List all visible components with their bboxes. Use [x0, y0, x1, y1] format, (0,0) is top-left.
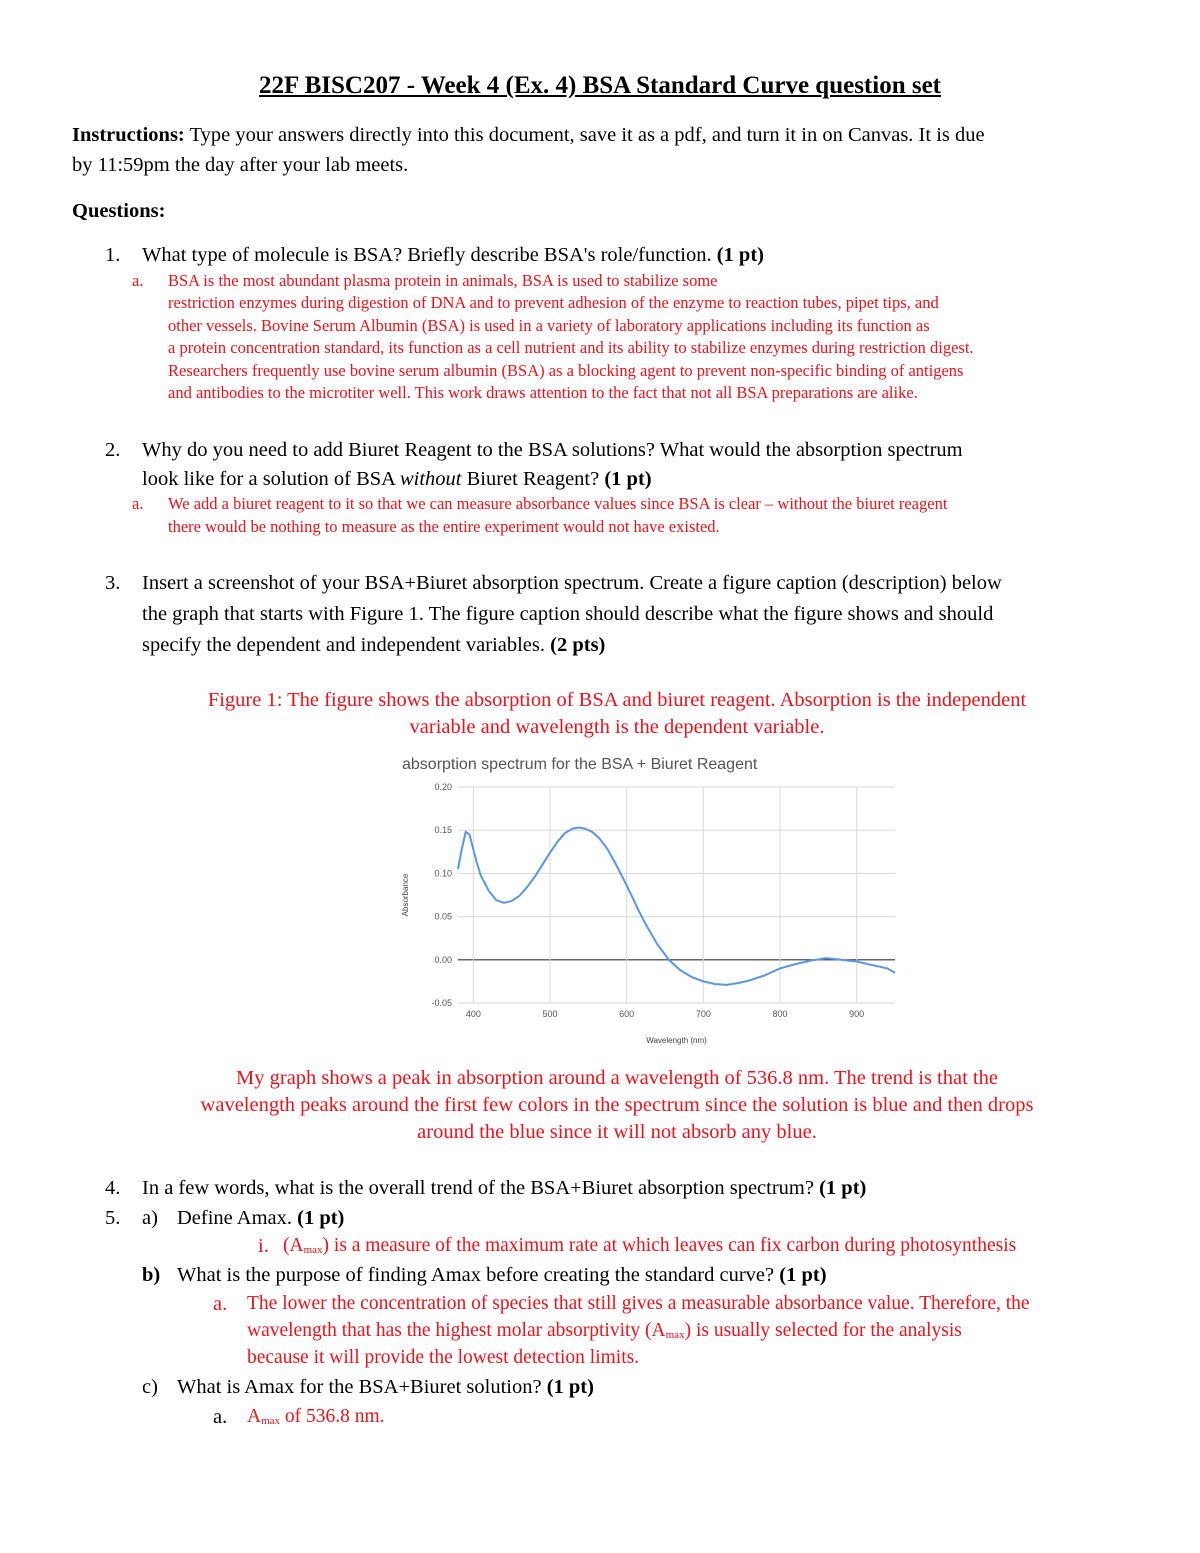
q5b-question: What is the purpose of finding Amax before creating the standard curve? — [177, 1264, 775, 1286]
y-tick-label: 0.10 — [434, 868, 452, 879]
y-tick-label: 0.00 — [434, 954, 452, 965]
chart-title: absorption spectrum for the BSA + Biuret Reagent — [402, 756, 758, 773]
y-tick-label: 0.20 — [434, 782, 452, 792]
q1-answer-line: a protein concentration standard, its function as a cell nutrient and its ability to stabilize enzymes during restriction digest. — [168, 338, 974, 357]
x-axis-label: Wavelength (nm) — [646, 1036, 707, 1045]
instructions-text-1: Type your answers directly into this document, save it as a pdf, and turn it in on Canvas. It is due — [189, 124, 985, 146]
y-tick-label: -0.05 — [431, 998, 452, 1008]
q4-points: (1 pt) — [819, 1177, 867, 1199]
q5b-answer-marker: a. — [213, 1293, 228, 1315]
q5c-answer-text: of 536.8 nm. — [280, 1406, 385, 1427]
q4-question: In a few words, what is the overall trend of the BSA+Biuret absorption spectrum? — [142, 1177, 814, 1199]
instructions-line-1 — [72, 120, 985, 150]
q4-number: 4. — [105, 1177, 121, 1199]
q3-text-line-1: Insert a screenshot of your BSA+Biuret absorption spectrum. Create a figure caption (description) below — [142, 572, 1002, 594]
q3-text-line-3 — [142, 630, 605, 660]
q3-question-end: specify the dependent and independent variables. — [142, 634, 546, 656]
q2-points: (1 pt) — [604, 468, 652, 490]
absorption-spectrum-chart — [390, 745, 910, 1050]
q5b-answer-line-1: The lower the concentration of species that still gives a measurable absorbance value. Therefore, the — [247, 1293, 1030, 1314]
q3-points: (2 pts) — [550, 634, 606, 656]
q3-text-line-2: the graph that starts with Figure 1. The figure caption should describe what the figure shows and should — [142, 603, 994, 625]
q2-text-line-2 — [142, 464, 652, 494]
x-tick-label: 600 — [619, 1009, 635, 1019]
series-line — [458, 828, 895, 985]
y-axis-label: Absorbance — [401, 873, 410, 917]
q2-text-part-b: Biuret Reagent? — [461, 468, 600, 490]
q5c-label: c) — [142, 1376, 158, 1398]
q1-answer-line: other vessels. Bovine Serum Albumin (BSA) is used in a variety of laboratory applications including its function as — [168, 316, 930, 335]
q2-text-part-a: look like for a solution of BSA — [142, 468, 400, 490]
x-tick-label: 900 — [849, 1009, 865, 1019]
q5c-text — [177, 1372, 594, 1402]
q1-answer-line: restriction enzymes during digestion of DNA and to prevent adhesion of the enzyme to reaction tubes, pipet tips, and — [168, 293, 939, 312]
q1-question: What type of molecule is BSA? Briefly describe BSA's role/function. — [142, 244, 712, 266]
document-title: 22F BISC207 - Week 4 (Ex. 4) BSA Standard Curve question set — [258, 72, 942, 99]
instructions-line-2: by 11:59pm the day after your lab meets. — [72, 154, 409, 176]
q3-number: 3. — [105, 572, 121, 594]
q2-answer-marker: a. — [132, 494, 144, 513]
figure-caption-line-2: variable and wavelength is the dependent variable. — [409, 716, 825, 738]
y-tick-label: 0.15 — [434, 825, 452, 836]
q5b-text — [177, 1260, 827, 1290]
instructions-label: Instructions: — [72, 124, 185, 146]
q1-answer-line: Researchers frequently use bovine serum albumin (BSA) as a blocking agent to prevent non-specific binding of antigens — [168, 361, 964, 380]
q5-number: 5. — [105, 1207, 121, 1229]
graph-note-line-3: around the blue since it will not absorb any blue. — [417, 1121, 817, 1143]
x-tick-label: 700 — [695, 1009, 711, 1019]
q2-text-emphasis: without — [399, 468, 462, 490]
q5a-answer-subscript: max — [303, 1244, 323, 1256]
q5a-answer-text: ) is a measure of the maximum rate at which leaves can fix carbon during photosynthesis — [322, 1235, 1017, 1256]
q5b-answer-subscript: max — [665, 1329, 685, 1341]
q5b-answer-line-3: because it will provide the lowest detection limits. — [247, 1347, 640, 1368]
graph-note-line-1: My graph shows a peak in absorption around a wavelength of 536.8 nm. The trend is that the — [236, 1067, 998, 1089]
q5a-label: a) — [142, 1207, 158, 1229]
q5b-label: b) — [142, 1264, 161, 1286]
q5b-points: (1 pt) — [779, 1264, 827, 1286]
q1-points: (1 pt) — [716, 244, 764, 266]
q5c-points: (1 pt) — [546, 1376, 594, 1398]
figure-caption-line-1: Figure 1: The figure shows the absorption of BSA and biuret reagent. Absorption is the independent — [207, 689, 1027, 711]
q5a-question: Define Amax. — [177, 1207, 292, 1229]
x-tick-label: 400 — [465, 1009, 481, 1019]
q5c-answer-subscript: max — [261, 1415, 281, 1427]
y-axis-ticks — [431, 782, 452, 1008]
questions-heading: Questions: — [72, 200, 166, 222]
q1-answer-line: BSA is the most abundant plasma protein in animals, BSA is used to stabilize some — [168, 271, 718, 290]
q5a-text — [177, 1203, 344, 1233]
graph-note-line-2: wavelength peaks around the first few colors in the spectrum since the solution is blue and then drops — [200, 1094, 1034, 1116]
q2-text-line-1: Why do you need to add Biuret Reagent to the BSA solutions? What would the absorption spectrum — [142, 439, 963, 461]
q4-text — [142, 1173, 866, 1203]
q5a-answer-marker: i. — [258, 1235, 269, 1257]
q2-answer-line: We add a biuret reagent to it so that we can measure absorbance values since BSA is clear – without the biuret reagent — [168, 494, 948, 513]
q5c-answer-marker: a. — [213, 1406, 228, 1428]
q5b-answer-pre: wavelength that has the highest molar absorptivity (A — [247, 1320, 666, 1341]
q1-number: 1. — [105, 244, 121, 266]
q5a-points: (1 pt) — [297, 1207, 345, 1229]
q5c-answer — [247, 1402, 385, 1436]
chart-grid — [458, 787, 895, 1003]
x-tick-label: 800 — [772, 1009, 788, 1019]
q5b-answer-post: ) is usually selected for the analysis — [684, 1320, 962, 1341]
q1-text — [142, 240, 764, 270]
q2-number: 2. — [105, 439, 121, 461]
q2-answer-line: there would be nothing to measure as the entire experiment would not have existed. — [168, 517, 720, 536]
q5c-question: What is Amax for the BSA+Biuret solution? — [177, 1376, 542, 1398]
q1-answer-marker: a. — [132, 271, 144, 290]
q1-answer-line: and antibodies to the microtiter well. This work draws attention to the fact that not all BSA preparations are alike. — [168, 383, 918, 402]
q5a-answer-pre: (A — [283, 1235, 304, 1256]
q5c-answer-pre: A — [247, 1406, 262, 1427]
x-tick-label: 500 — [542, 1009, 558, 1019]
x-axis-ticks — [466, 1009, 864, 1019]
y-tick-label: 0.05 — [434, 911, 452, 922]
